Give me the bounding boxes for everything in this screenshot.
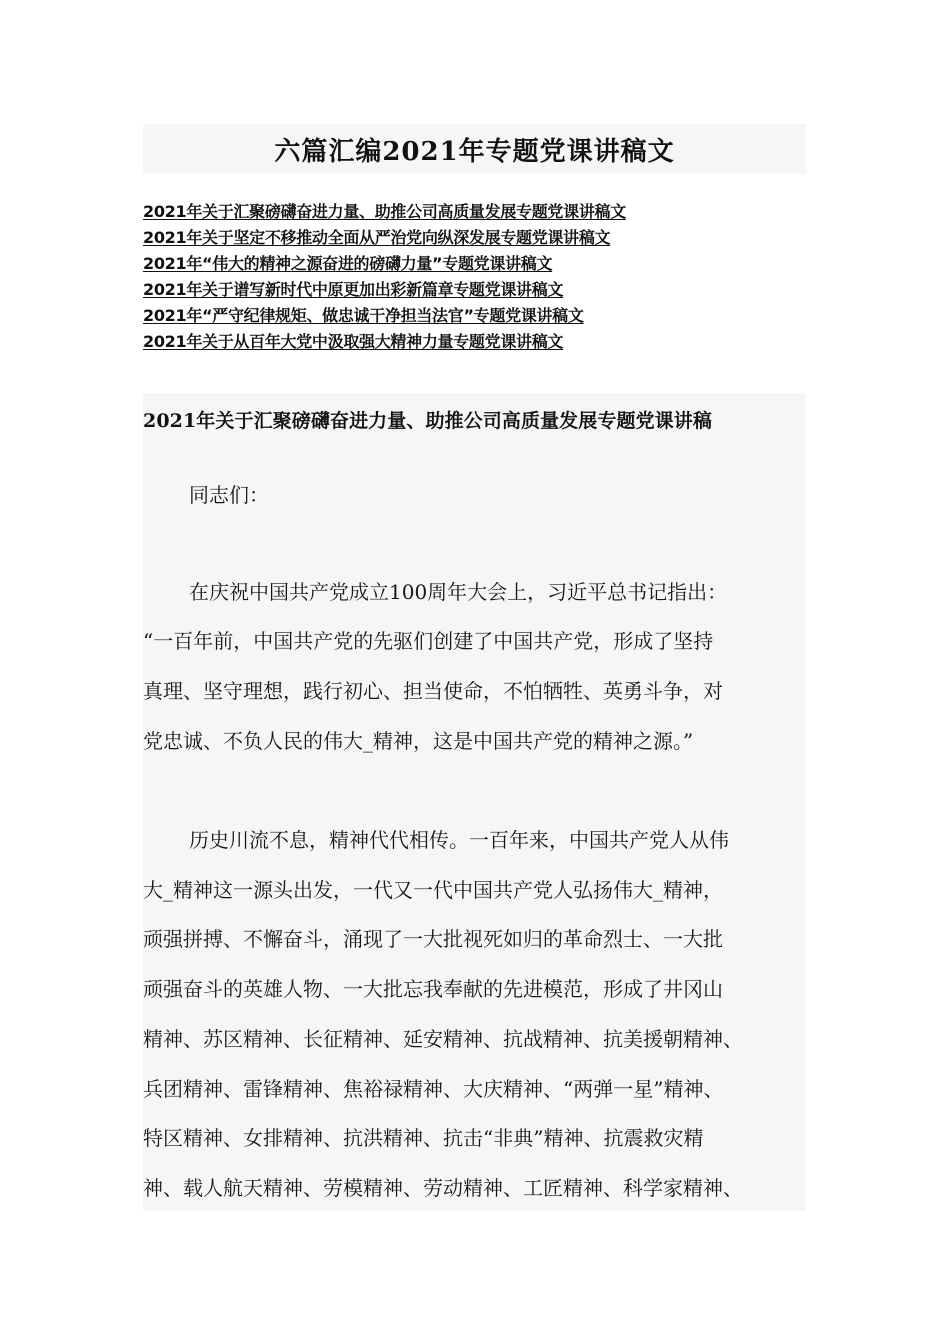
greeting: 同志们： <box>189 483 269 507</box>
paragraph-line: 神、载人航天精神、劳模精神、劳动精神、工匠精神、科学家精神、 <box>143 1176 743 1200</box>
toc-item <box>143 199 806 225</box>
toc-link-4[interactable]: 2021年关于谱写新时代中原更加出彩新篇章专题党课讲稿文 <box>143 280 564 299</box>
paragraph-line: 特区精神、女排精神、抗洪精神、抗击“非典”精神、抗震救灾精 <box>143 1126 704 1150</box>
paragraph-line: “一百年前，中国共产党的先驱们创建了中国共产党，形成了坚持 <box>143 629 714 653</box>
toc-item <box>143 225 806 251</box>
paragraph-line: 大_精神这一源头出发，一代又一代中国共产党人弘扬伟大_精神， <box>143 878 723 902</box>
toc-item <box>143 329 806 355</box>
paragraph-line: 精神、苏区精神、长征精神、延安精神、抗战精神、抗美援朝精神、 <box>143 1027 743 1051</box>
toc-link-6[interactable]: 2021年关于从百年大党中汲取强大精神力量专题党课讲稿文 <box>143 332 564 351</box>
toc-link-5[interactable]: 2021年“严守纪律规矩、做忠诚干净担当法官”专题党课讲稿文 <box>143 306 584 325</box>
paragraph-line: 顽强拼搏、不懈奋斗，涌现了一大批视死如归的革命烈士、一大批 <box>143 927 723 951</box>
title-band <box>143 124 806 174</box>
document-title: 六篇汇编2021年专题党课讲稿文 <box>274 136 675 167</box>
paragraph-line: 党忠诚、不负人民的伟大_精神，这是中国共产党的精神之源。” <box>143 729 694 753</box>
toc-link-2[interactable]: 2021年关于坚定不移推动全面从严治党向纵深发展专题党课讲稿文 <box>143 228 611 247</box>
toc-item <box>143 303 806 329</box>
paragraph-line: 兵团精神、雷锋精神、焦裕禄精神、大庆精神、“两弹一星”精神、 <box>143 1077 724 1101</box>
paragraph-line: 历史川流不息，精神代代相传。一百年来，中国共产党人从伟 <box>189 828 729 852</box>
article-heading: 2021年关于汇聚磅礴奋进力量、助推公司高质量发展专题党课讲稿 <box>143 410 712 432</box>
paragraph-line: 在庆祝中国共产党成立100周年大会上，习近平总书记指出： <box>189 580 728 604</box>
toc-link-3[interactable]: 2021年“伟大的精神之源奋进的磅礴力量”专题党课讲稿文 <box>143 254 553 273</box>
toc-item <box>143 277 806 303</box>
paragraph-line: 真理、坚守理想，践行初心、担当使命，不怕牺牲、英勇斗争，对 <box>143 679 723 703</box>
toc-link-1[interactable]: 2021年关于汇聚磅礴奋进力量、助推公司高质量发展专题党课讲稿文 <box>143 202 626 221</box>
table-of-contents <box>143 199 806 355</box>
paragraph-line: 顽强奋斗的英雄人物、一大批忘我奉献的先进模范，形成了井冈山 <box>143 977 723 1001</box>
toc-item <box>143 251 806 277</box>
